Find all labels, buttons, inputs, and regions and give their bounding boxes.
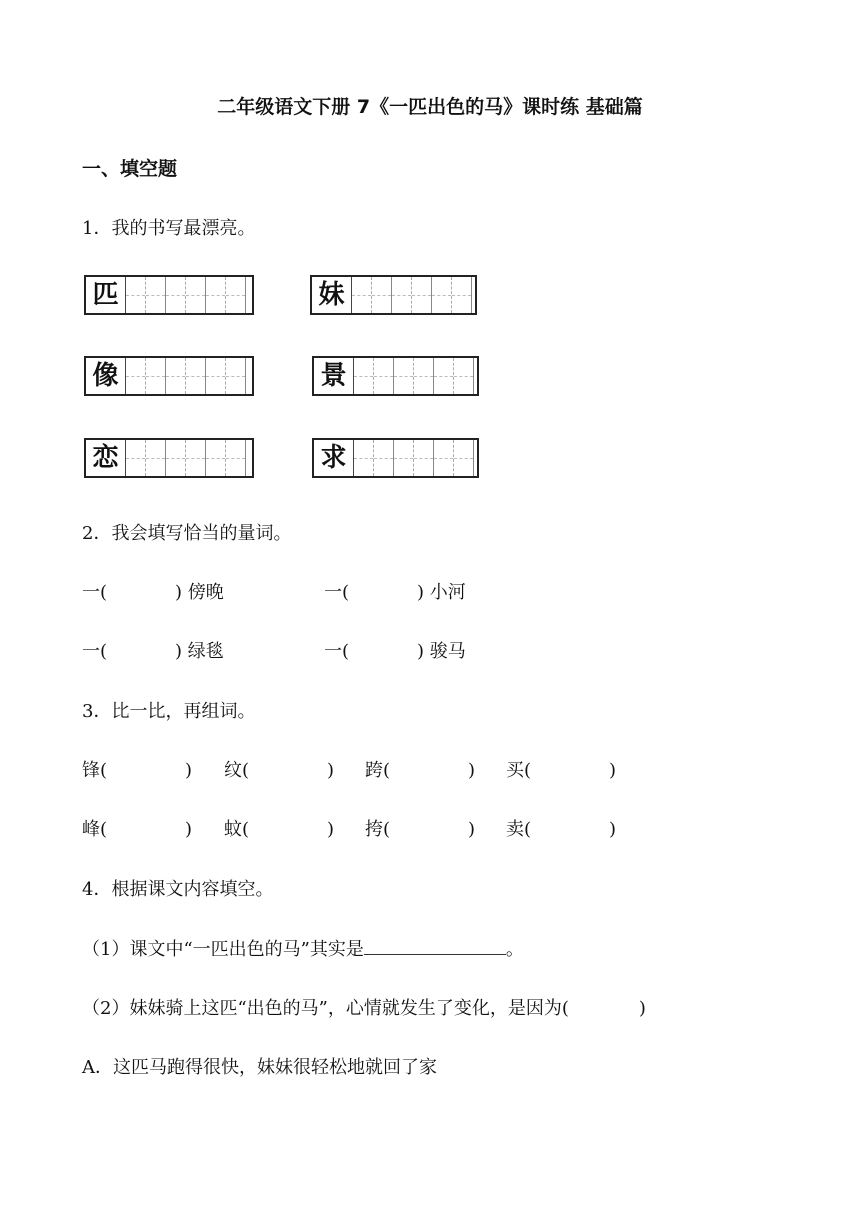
item-prefix: 峰(: [82, 819, 108, 840]
grid-cell: [354, 358, 374, 394]
grid-cell: [186, 440, 206, 476]
sub-question-end: ): [638, 998, 646, 1019]
grid-cell: [226, 440, 246, 476]
sub-question-text: （1）课文中“一匹出色的马”其实是: [82, 939, 364, 960]
item-prefix: 一(: [324, 641, 350, 662]
grid-cell: [146, 440, 166, 476]
grid-cell: [354, 440, 374, 476]
grid-cell: [146, 277, 166, 313]
grid-cell: [146, 358, 166, 394]
question-4-prompt: 4．根据课文内容填空。: [82, 879, 274, 900]
writing-grid: [84, 438, 254, 478]
grid-cell: [374, 440, 394, 476]
question-2-prompt: 2．我会填写恰当的量词。: [82, 523, 292, 544]
item-close: ): [185, 760, 193, 781]
compare-word-item: [365, 756, 475, 782]
compare-word-item: [82, 756, 192, 782]
grid-cell: [166, 358, 186, 394]
grid-cell: [186, 277, 206, 313]
writing-grid: [310, 275, 477, 315]
grid-character: 匹: [86, 277, 126, 313]
page-title: 二年级语文下册 7《一匹出色的马》课时练 基础篇: [217, 96, 643, 118]
item-prefix: 买(: [506, 760, 532, 781]
grid-cell: [186, 358, 206, 394]
measure-word-item: [324, 578, 466, 604]
measure-word-item: [82, 637, 224, 663]
compare-word-item: [224, 756, 334, 782]
compare-word-item: [365, 815, 475, 841]
sub-question-end: 。: [505, 939, 524, 960]
item-close: ): [185, 819, 193, 840]
writing-grid: [84, 356, 254, 396]
writing-grid: [312, 356, 479, 396]
grid-cell: [126, 277, 146, 313]
grid-cell: [434, 440, 454, 476]
item-prefix: 一(: [82, 582, 108, 603]
grid-cell: [434, 358, 454, 394]
item-prefix: 一(: [324, 582, 350, 603]
item-suffix: ) 傍晚: [175, 582, 224, 603]
grid-cell: [206, 358, 226, 394]
grid-cell: [414, 358, 434, 394]
question-3-prompt: 3．比一比，再组词。: [82, 701, 256, 722]
grid-cell: [412, 277, 432, 313]
compare-word-item: [224, 815, 334, 841]
grid-cell: [166, 440, 186, 476]
writing-grid: [84, 275, 254, 315]
question-4-sub-2: [82, 994, 646, 1020]
grid-character: 求: [314, 440, 354, 476]
grid-character: 妹: [312, 277, 352, 313]
compare-word-item: [506, 756, 616, 782]
answer-underline[interactable]: [364, 936, 506, 955]
item-prefix: 纹(: [224, 760, 250, 781]
grid-cell: [452, 277, 472, 313]
grid-cell: [206, 277, 226, 313]
section-heading: 一、填空题: [82, 158, 178, 180]
item-close: ): [609, 819, 617, 840]
item-close: ): [609, 760, 617, 781]
grid-cell: [352, 277, 372, 313]
grid-character: 恋: [86, 440, 126, 476]
question-1-prompt: 1．我的书写最漂亮。: [82, 218, 256, 239]
writing-grid: [312, 438, 479, 478]
item-prefix: 蚊(: [224, 819, 250, 840]
item-close: ): [468, 760, 476, 781]
measure-word-item: [324, 637, 466, 663]
grid-cell: [374, 358, 394, 394]
item-close: ): [327, 819, 335, 840]
grid-cell: [394, 440, 414, 476]
grid-cell: [166, 277, 186, 313]
grid-cell: [206, 440, 226, 476]
item-prefix: 卖(: [506, 819, 532, 840]
item-suffix: ) 小河: [417, 582, 466, 603]
item-prefix: 锋(: [82, 760, 108, 781]
item-prefix: 跨(: [365, 760, 391, 781]
grid-cell: [226, 358, 246, 394]
grid-cell: [392, 277, 412, 313]
grid-cell: [226, 277, 246, 313]
item-close: ): [327, 760, 335, 781]
item-suffix: ) 骏马: [417, 641, 466, 662]
item-suffix: ) 绿毯: [175, 641, 224, 662]
measure-word-item: [82, 578, 224, 604]
grid-cell: [454, 440, 474, 476]
grid-cell: [372, 277, 392, 313]
question-4-sub-1: [82, 935, 524, 961]
grid-cell: [126, 358, 146, 394]
grid-cell: [126, 440, 146, 476]
item-prefix: 一(: [82, 641, 108, 662]
grid-cell: [454, 358, 474, 394]
compare-word-item: [82, 815, 192, 841]
grid-character: 景: [314, 358, 354, 394]
grid-cell: [414, 440, 434, 476]
compare-word-item: [506, 815, 616, 841]
item-prefix: 挎(: [365, 819, 391, 840]
sub-question-text: （2）妹妹骑上这匹“出色的马”，心情就发生了变化，是因为(: [82, 998, 569, 1019]
option-a[interactable]: A．这匹马跑得很快，妹妹很轻松地就回了家: [82, 1057, 437, 1078]
grid-character: 像: [86, 358, 126, 394]
item-close: ): [468, 819, 476, 840]
grid-cell: [394, 358, 414, 394]
grid-cell: [432, 277, 452, 313]
